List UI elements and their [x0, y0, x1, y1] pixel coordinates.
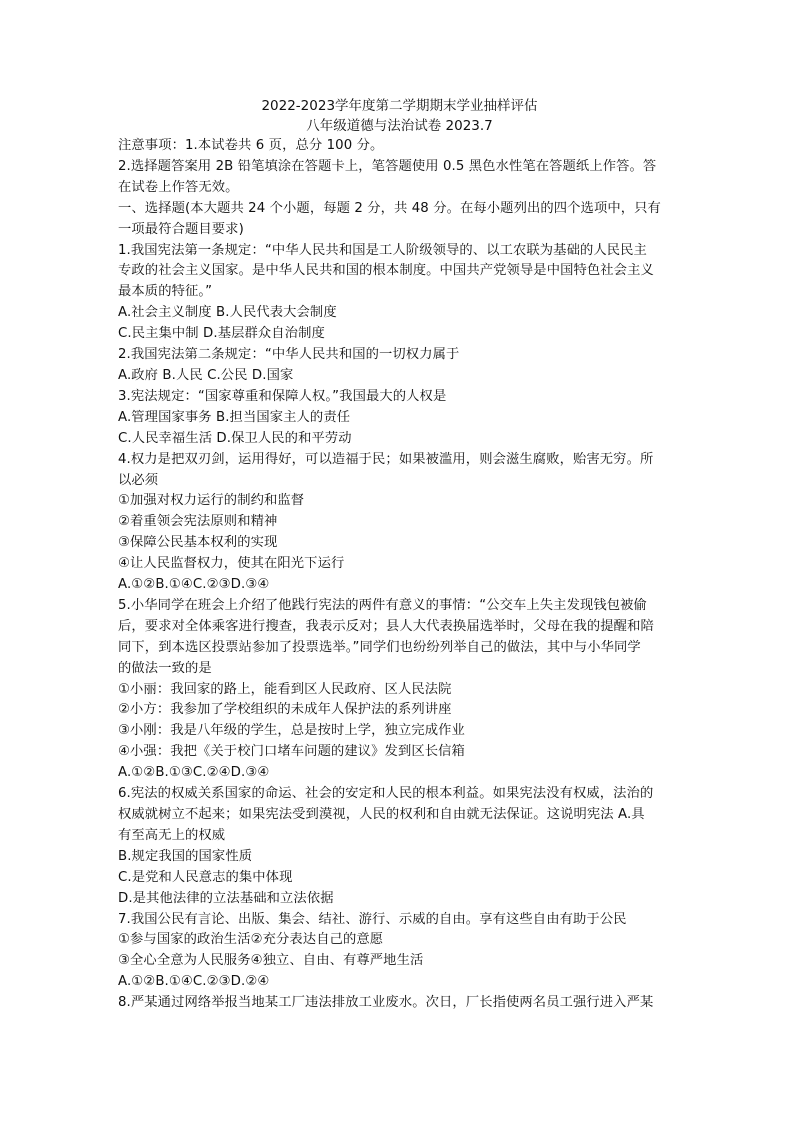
text-line: 的做法一致的是: [118, 660, 212, 676]
text-line: ④让人民监督权力，使其在阳光下运行: [118, 556, 345, 572]
text-line: C.是党和人民意志的集中体现: [118, 869, 293, 885]
text-line: ②小方：我参加了学校组织的未成年人保护法的系列讲座: [118, 702, 452, 718]
exam-title: 2022-2023学年度第二学期期末学业抽样评估: [261, 98, 538, 114]
text-line: 3.宪法规定：“国家尊重和保障人权。”我国最大的人权是: [118, 388, 447, 404]
text-line: ④小强：我把《关于校门口堵车问题的建议》发到区长信箱: [118, 744, 465, 760]
exam-subtitle: 八年级道德与法治试卷 2023.7: [306, 118, 493, 134]
text-line: 6.宪法的权威关系国家的命运、社会的安定和人民的根本利益。如果宪法没有权威，法治的: [118, 786, 654, 802]
text-line: 以必须: [118, 472, 159, 488]
text-line: A.社会主义制度 B.人民代表大会制度: [118, 305, 337, 321]
text-line: ①加强对权力运行的制约和监督: [118, 493, 305, 509]
text-line: 一项最符合题目要求): [118, 221, 244, 237]
text-line: C.人民幸福生活 D.保卫人民的和平劳动: [118, 430, 352, 446]
text-line: 后，要求对全体乘客进行搜查，我表示反对；县人大代表换届选举时，父母在我的提醒和陪: [118, 618, 654, 634]
text-line: D.是其他法律的立法基础和立法依据: [118, 890, 334, 906]
text-line: A.政府 B.人民 C.公民 D.国家: [118, 367, 294, 383]
text-line: ②着重领会宪法原则和精神: [118, 514, 278, 530]
text-line: ③小刚：我是八年级的学生，总是按时上学，独立完成作业: [118, 723, 465, 739]
text-line: 4.权力是把双刃剑，运用得好，可以造福于民；如果被滥用，则会滋生腐败，贻害无穷。所: [118, 451, 654, 467]
text-line: C.民主集中制 D.基层群众自治制度: [118, 326, 325, 342]
text-line: 注意事项：1.本试卷共 6 页，总分 100 分。: [118, 138, 384, 153]
text-line: 一、选择题(本大题共 24 个小题，每题 2 分，共 48 分。在每小题列出的四个选项中，只有: [118, 200, 661, 216]
text-line: A.管理国家事务 B.担当国家主人的责任: [118, 409, 351, 425]
text-line: 1.我国宪法第一条规定：“中华人民共和国是工人阶级领导的、以工农联为基础的人民民主: [118, 242, 647, 258]
text-line: ①参与国家的政治生活②充分表达自己的意愿: [118, 932, 384, 948]
text-line: 专政的社会主义国家。是中华人民共和国的根本制度。中国共产党领导是中国特色社会主义: [118, 263, 654, 279]
text-line: 同下，到本选区投票站参加了投票选举。”同学们也纷纷列举自己的做法，其中与小华同学: [118, 639, 641, 655]
text-line: 在试卷上作答无效。: [118, 179, 239, 195]
text-line: 7.我国公民有言论、出版、集会、结社、游行、示威的自由。享有这些自由有助于公民: [118, 911, 627, 927]
text-line: 有至高无上的权威: [118, 827, 226, 843]
text-line: B.规定我国的国家性质: [118, 848, 253, 864]
text-line: 8.严某通过网络举报当地某工厂违法排放工业废水。次日，厂长指使两名员工强行进入严某: [118, 995, 654, 1011]
text-line: ③全心全意为人民服务④独立、自由、有尊严地生活: [118, 953, 424, 969]
exam-page: [118, 96, 681, 1014]
text-line: 权威就树立不起来；如果宪法受到漠视，人民的权利和自由就无法保证。这说明宪法 A.具: [118, 807, 645, 822]
exam-body: [118, 136, 681, 1014]
text-line: A.①②B.①④C.②③D.③④: [118, 577, 270, 593]
text-line: ③保障公民基本权利的实现: [118, 535, 278, 551]
text-line: ①小丽：我回家的路上，能看到区人民政府、区人民法院: [118, 681, 452, 697]
text-line: 2.我国宪法第二条规定：“中华人民共和国的一切权力属于: [118, 347, 460, 363]
text-line: 2.选择题答案用 2B 铅笔填涂在答题卡上，笔答题使用 0.5 黑色水性笔在答题纸上作答。答: [118, 158, 657, 174]
text-line: 5.小华同学在班会上介绍了他践行宪法的两件有意义的事情：“公交车上失主发现钱包被偷: [118, 597, 647, 613]
text-line: 最本质的特征。”: [118, 284, 213, 300]
text-line: A.①②B.①④C.②③D.②④: [118, 974, 270, 990]
text-line: A.①②B.①③C.②④D.③④: [118, 765, 270, 781]
